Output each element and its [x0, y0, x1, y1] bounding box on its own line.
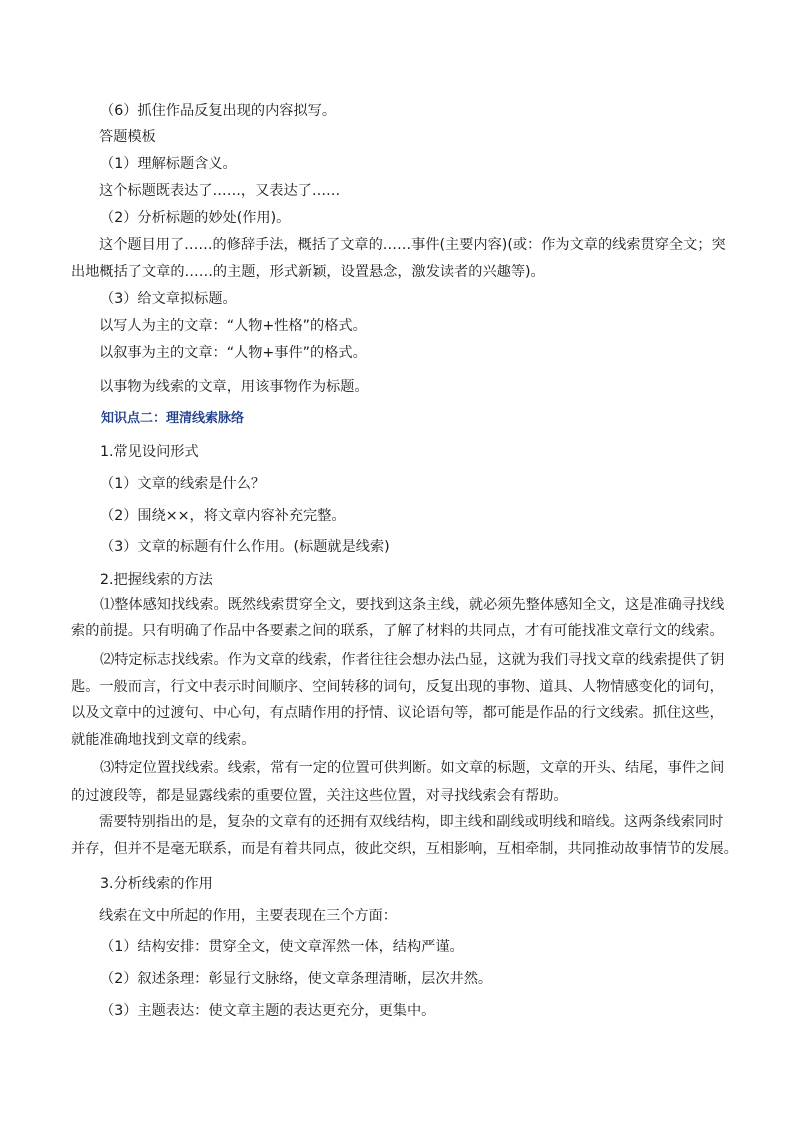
text-line: （3）文章的标题有什么作用。(标题就是线索)	[100, 539, 390, 555]
text-line: （1）文章的线索是什么？	[100, 476, 266, 492]
text-line: （2）分析标题的妙处(作用)。	[100, 210, 291, 226]
text-line: 索的前提。只有明确了作品中各要素之间的联系，了解了材料的共同点，才有可能找准文章行文的线索。	[71, 623, 724, 639]
section-heading: 知识点二：理清线索脉络	[101, 411, 245, 426]
text-line: （6）抓住作品反复出现的内容拟写。	[100, 103, 337, 119]
subsection-title: 2.把握线索的方法	[100, 572, 213, 588]
text-line: 匙。一般而言，行文中表示时间顺序、空间转移的词句，反复出现的事物、道具、人物情感变化的词句，	[71, 679, 724, 695]
text-line: 出地概括了文章的……的主题，形式新颖，设置悬念，激发读者的兴趣等)。	[71, 264, 545, 280]
text-line: 以及文章中的过渡句、中心句，有点睛作用的抒情、议论语句等，都可能是作品的行文线索。抓住这些，	[71, 705, 724, 721]
text-line: 需要特别指出的是，复杂的文章有的还拥有双线结构，即主线和副线或明线和暗线。这两条线索同时	[99, 814, 724, 830]
subsection-title: 3.分析线索的作用	[100, 876, 213, 892]
text-line: ⑴整体感知找线索。既然线索贯穿全文，要找到这条主线，就必须先整体感知全文，这是准确寻找线	[100, 597, 725, 613]
text-line: （2）围绕××，将文章内容补充完整。	[100, 508, 346, 524]
text-line: 以叙事为主的文章：“人物+事件”的格式。	[99, 345, 367, 361]
text-line: ⑵特定标志找线索。作为文章的线索，作者往往会想办法凸显，这就为我们寻找文章的线索提供了钥	[100, 652, 725, 668]
subsection-title: 1.常见设问形式	[100, 444, 199, 460]
text-line: 就能准确地找到文章的线索。	[71, 732, 256, 748]
section-label: 答题模板	[99, 129, 156, 145]
text-line: （3）给文章拟标题。	[100, 291, 237, 307]
text-line: 这个题目用了……的修辞手法，概括了文章的……事件(主要内容)(或：作为文章的线索贯穿全文；突	[99, 237, 726, 253]
text-line: （3）主题表达：使文章主题的表达更充分，更集中。	[100, 1003, 436, 1019]
text-line: 这个标题既表达了……，又表达了……	[99, 183, 341, 199]
text-line: （2）叙述条理：彰显行文脉络，使文章条理清晰，层次井然。	[100, 971, 493, 987]
text-line: （1）结构安排：贯穿全文，使文章浑然一体，结构严谨。	[100, 939, 464, 955]
text-line: ⑶特定位置找线索。线索，常有一定的位置可供判断。如文章的标题，文章的开头、结尾，事件之间	[100, 760, 725, 776]
text-line: 以写人为主的文章：“人物+性格”的格式。	[99, 318, 367, 334]
text-line: 的过渡段等，都是显露线索的重要位置，关注这些位置，对寻找线索会有帮助。	[71, 788, 568, 804]
text-line: （1）理解标题含义。	[100, 156, 237, 172]
text-line: 并存，但并不是毫无联系，而是有着共同点，彼此交织，互相影响，互相牵制，共同推动故事情节的发展。	[71, 841, 738, 857]
text-line: 以事物为线索的文章，用该事物作为标题。	[99, 379, 369, 395]
text-line: 线索在文中所起的作用，主要表现在三个方面：	[99, 908, 397, 924]
